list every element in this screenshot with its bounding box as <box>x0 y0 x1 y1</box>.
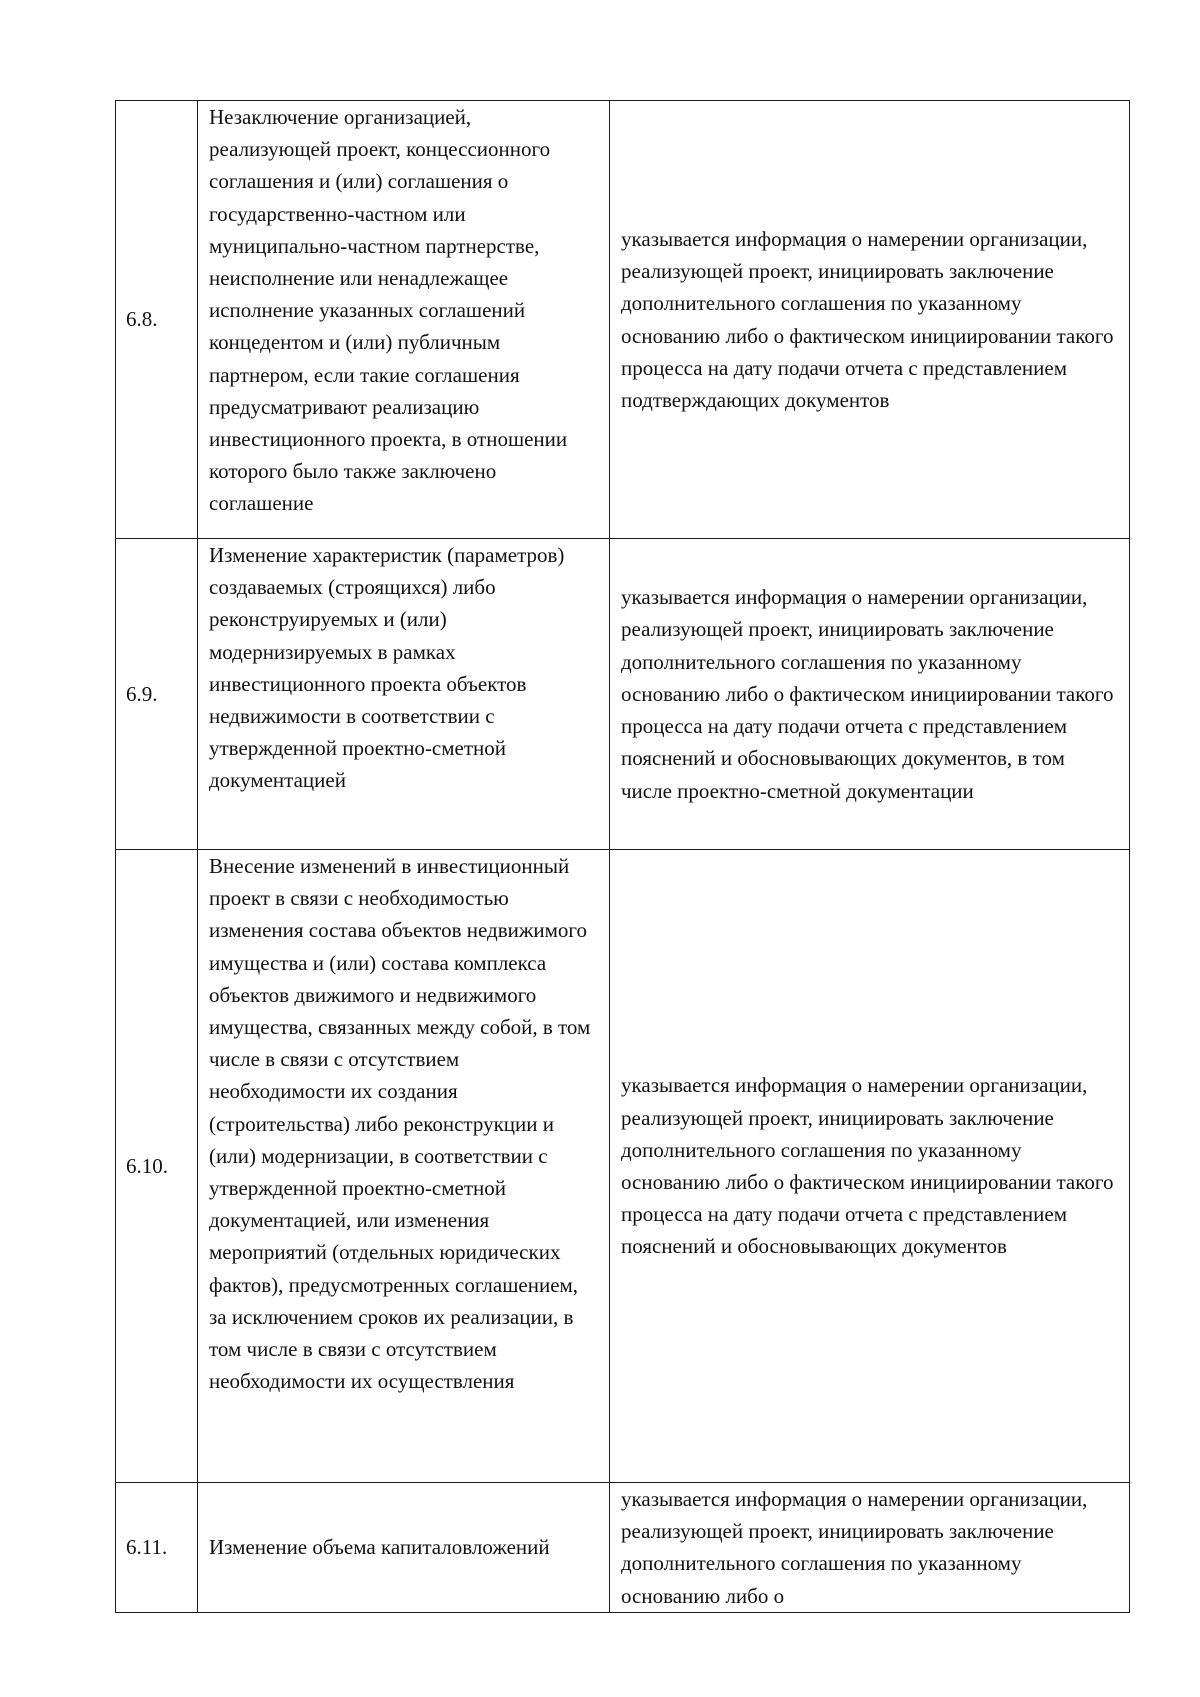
row-condition-text: Внесение изменений в инвестиционный проект в связи с необходимостью изменения состава объектов недвижимого имущества и (или) состава комплекса объектов движимого и недвижимого имущества, связанных между собой, в том числе в связи с отсутствием необходимости их создания (строительства) либо реконструкции и (или) модернизации, в соответствии с утвержденной проектно-сметной документацией, или изменения мероприятий (отдельных юридических фактов), предусмотренных соглашением, за исключением сроков их реализации, в том числе в связи с отсутствием необходимости их осуществления <box>198 850 610 1483</box>
row-number: 6.8. <box>116 101 198 539</box>
row-number: 6.10. <box>116 850 198 1483</box>
row-condition-text: Изменение объема капиталовложений <box>198 1483 610 1613</box>
row-description-text: указывается информация о намерении организации, реализующей проект, инициировать заключение дополнительного соглашения по указанному основанию либо о фактическом инициировании такого процесса на дату подачи отчета с представлением пояснений и обосновывающих документов <box>610 850 1130 1483</box>
row-description-text: указывается информация о намерении организации, реализующей проект, инициировать заключение дополнительного соглашения по указанному основанию либо о фактическом инициировании такого процесса на дату подачи отчета с представлением подтверждающих документов <box>610 101 1130 539</box>
table-row <box>116 1483 1130 1613</box>
row-number: 6.11. <box>116 1483 198 1613</box>
row-condition-text: Изменение характеристик (параметров) создаваемых (строящихся) либо реконструируемых и (или) модернизируемых в рамках инвестиционного проекта объектов недвижимости в соответствии с утвержденной проектно-сметной документацией <box>198 539 610 850</box>
row-description-text: указывается информация о намерении организации, реализующей проект, инициировать заключение дополнительного соглашения по указанному основанию либо о фактическом инициировании такого процесса на дату подачи отчета с представлением пояснений и обосновывающих документов, в том числе проектно-сметной документации <box>610 539 1130 850</box>
table-row <box>116 101 1130 539</box>
row-condition-text: Незаключение организацией, реализующей проект, концессионного соглашения и (или) соглашения о государственно-частном или муниципально-частном партнерстве, неисполнение или ненадлежащее исполнение указанных соглашений концедентом и (или) публичным партнером, если такие соглашения предусматривают реализацию инвестиционного проекта, в отношении которого было также заключено соглашение <box>198 101 610 539</box>
row-number: 6.9. <box>116 539 198 850</box>
table-row <box>116 850 1130 1483</box>
document-table <box>115 100 1130 1613</box>
table-row <box>116 539 1130 850</box>
row-description-text: указывается информация о намерении организации, реализующей проект, инициировать заключение дополнительного соглашения по указанному основанию либо о <box>610 1483 1130 1613</box>
